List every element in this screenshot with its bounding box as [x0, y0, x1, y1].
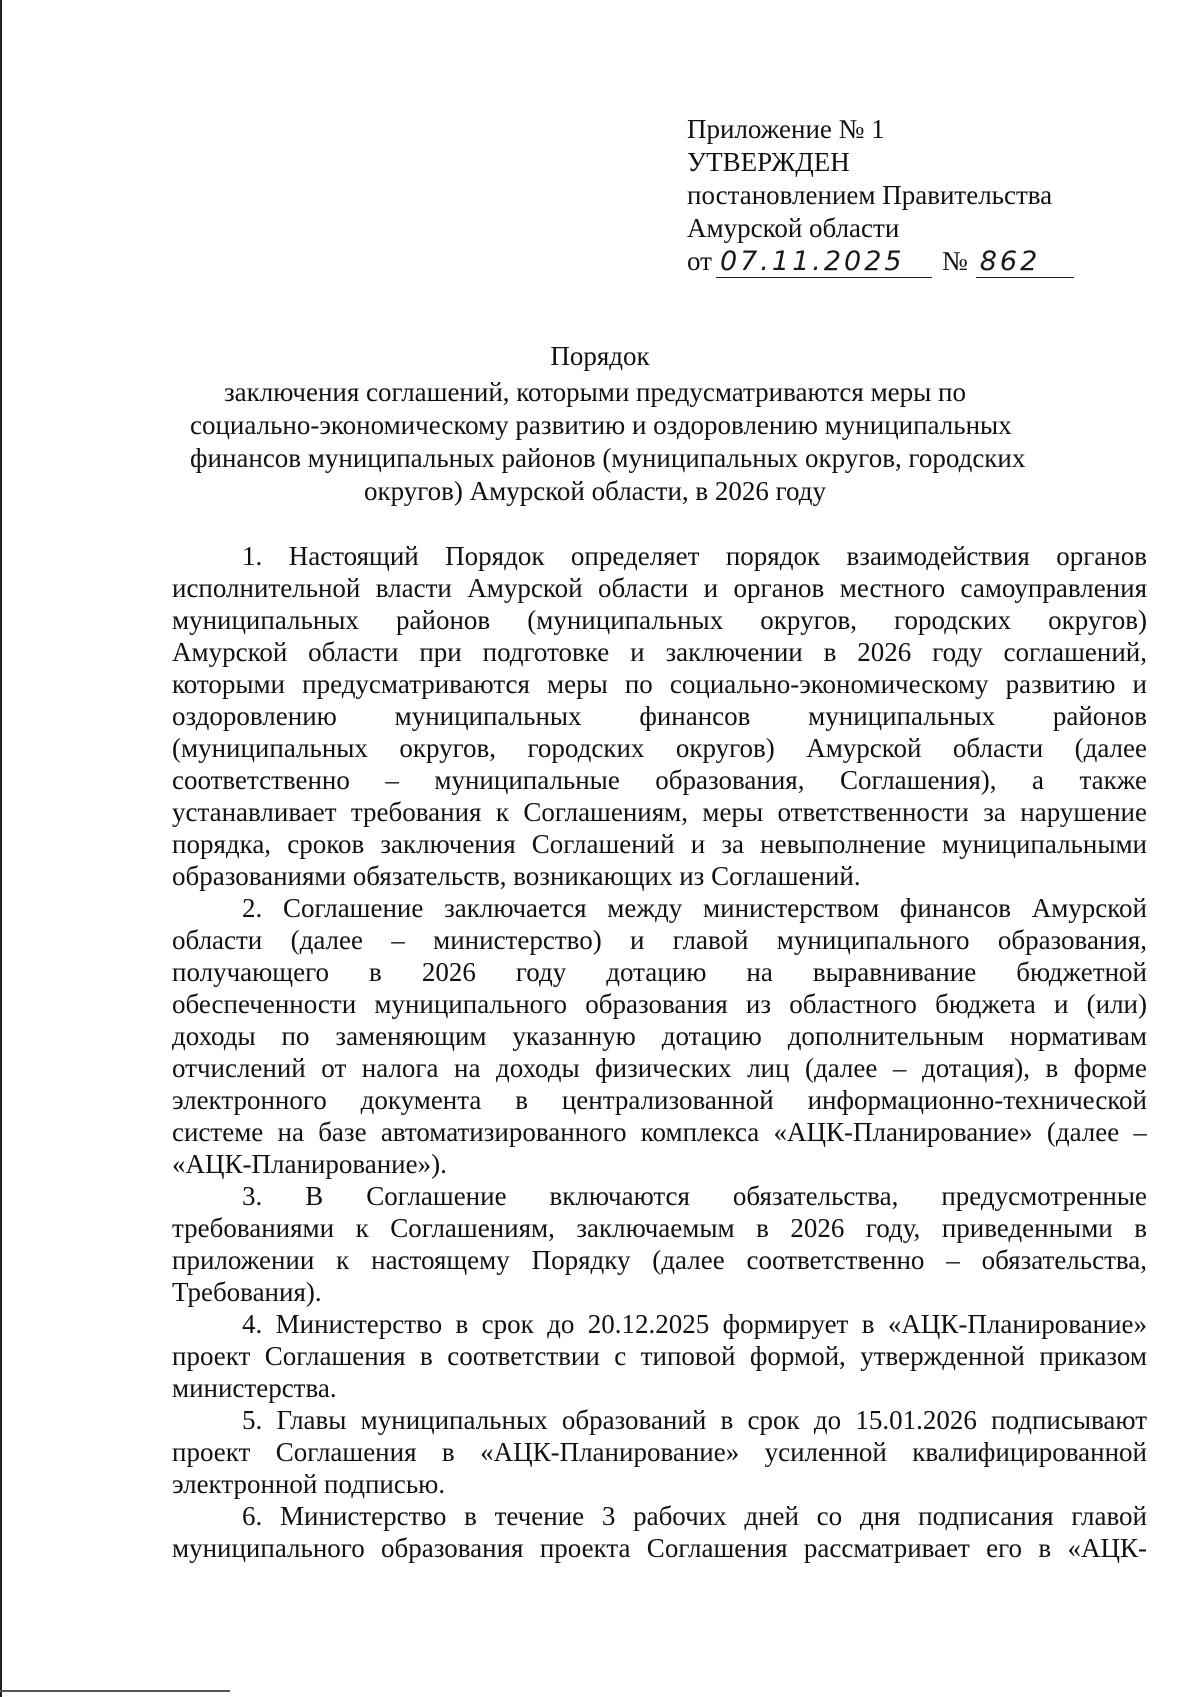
paragraph-line: муниципальных районов (муниципальных округов, городских округов) [172, 605, 1147, 635]
paragraph-5 [172, 1404, 1147, 1500]
paragraph-line: электронного документа в централизованной информационно-технической [172, 1085, 1147, 1115]
document-subtitle [190, 376, 1026, 508]
scan-edge-left [0, 0, 2, 1697]
paragraph-4 [172, 1308, 1147, 1404]
paragraph-line: Амурской области при подготовке и заключении в 2026 году соглашений, [172, 637, 1147, 667]
paragraph-2 [172, 892, 1147, 1180]
paragraph-line: проект Соглашения в «АЦК-Планирование» усиленной квалифицированной [172, 1437, 1147, 1467]
paragraph-line: обеспеченности муниципального образования из областного бюджета и (или) [172, 989, 1147, 1019]
paragraph-line: области (далее – министерство) и главой муниципального образования, [172, 925, 1147, 955]
paragraph-line: 1. Настоящий Порядок определяет порядок взаимодействия органов [242, 541, 1147, 571]
paragraph-1 [172, 540, 1147, 892]
number-sign: № [941, 246, 968, 276]
paragraph-line: порядка, сроков заключения Соглашений и за невыполнение муниципальными [172, 829, 1147, 859]
subtitle-line: финансов муниципальных районов (муниципальных округов, городских [190, 443, 1026, 473]
paragraph-line: 5. Главы муниципальных образований в срок до 15.01.2026 подписывают [242, 1405, 1147, 1435]
paragraph-line: 6. Министерство в течение 3 рабочих дней со дня подписания главой [242, 1501, 1147, 1531]
paragraph-line: исполнительной власти Амурской области и органов местного самоуправления [172, 573, 1147, 603]
paragraph-line: 2. Соглашение заключается между министерством финансов Амурской [242, 893, 1147, 923]
paragraph-line: «АЦК-Планирование»). [172, 1149, 447, 1179]
paragraph-line: системе на базе автоматизированного комплекса «АЦК-Планирование» (далее – [172, 1117, 1147, 1147]
paragraph-6 [172, 1500, 1147, 1564]
subtitle-line: заключения соглашений, которыми предусматриваются меры по [224, 377, 966, 407]
paragraph-line: Требования). [172, 1277, 322, 1307]
paragraph-line: министерства. [172, 1373, 337, 1403]
paragraph-3 [172, 1180, 1147, 1308]
paragraph-line: приложении к настоящему Порядку (далее соответственно – обязательства, [172, 1245, 1147, 1275]
resolution-label: постановлением Правительства [687, 180, 1053, 210]
paragraph-line: муниципального образования проекта Соглашения рассматривает его в «АЦК- [172, 1533, 1147, 1563]
approval-block [687, 113, 1107, 278]
region-label: Амурской области [687, 213, 900, 243]
paragraph-line: образованиями обязательств, возникающих из Соглашений. [172, 861, 861, 891]
paragraph-line: проект Соглашения в соответствии с типовой формой, утвержденной приказом [172, 1341, 1147, 1371]
paragraph-line: доходы по заменяющим указанную дотацию дополнительным нормативам [172, 1021, 1147, 1051]
paragraph-line: 3. В Соглашение включаются обязательства, предусмотренные [242, 1181, 1147, 1211]
subtitle-line: округов) Амурской области, в 2026 году [363, 476, 827, 506]
date-number-line [687, 245, 1107, 278]
paragraph-line: получающего в 2026 году дотацию на выравнивание бюджетной [172, 957, 1147, 987]
approved-label: УТВЕРЖДЕН [687, 147, 850, 177]
scan-edge-bottom [0, 1690, 230, 1692]
handwritten-number: 862 [976, 247, 1074, 278]
document-body [172, 540, 1147, 1564]
paragraph-line: оздоровлению муниципальных финансов муниципальных районов [172, 701, 1147, 731]
paragraph-line: требованиями к Соглашениям, заключаемым в 2026 году, приведенными в [172, 1213, 1147, 1243]
document-title: Порядок [550, 341, 650, 371]
paragraph-line: (муниципальных округов, городских округов) Амурской области (далее [172, 733, 1147, 763]
date-prefix: от [687, 246, 712, 276]
paragraph-line: устанавливает требования к Соглашениям, меры ответственности за нарушение [172, 797, 1147, 827]
paragraph-line: 4. Министерство в срок до 20.12.2025 формирует в «АЦК-Планирование» [242, 1309, 1147, 1339]
paragraph-line: отчислений от налога на доходы физических лиц (далее – дотация), в форме [172, 1053, 1147, 1083]
appendix-label: Приложение № 1 [687, 114, 885, 144]
paragraph-line: которыми предусматриваются меры по социально-экономическому развитию и [172, 669, 1147, 699]
paragraph-line: соответственно – муниципальные образования, Соглашения), а также [172, 765, 1147, 795]
paragraph-line: электронной подписью. [172, 1469, 446, 1499]
handwritten-date: 07.11.2025 [716, 247, 932, 278]
subtitle-line: социально-экономическому развитию и оздоровлению муниципальных [190, 410, 1012, 440]
